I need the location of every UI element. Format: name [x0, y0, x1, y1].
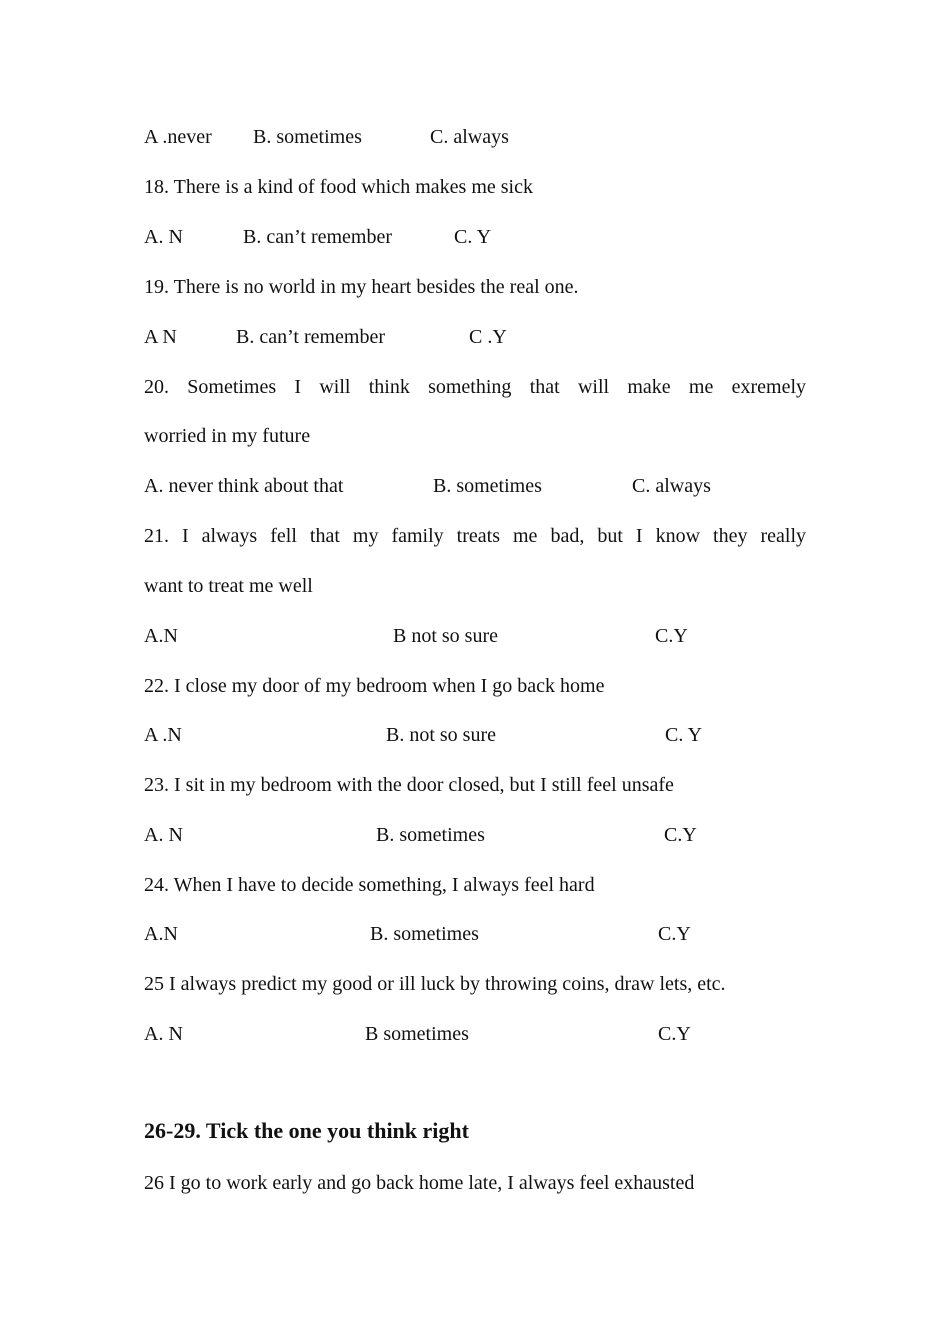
question-22-text: 22. I close my door of my bedroom when I go back home [144, 675, 605, 697]
option-c: C.Y [658, 923, 691, 945]
option-b: B not so sure [393, 625, 498, 647]
question-24-text: 24. When I have to decide something, I always feel hard [144, 874, 595, 896]
question-19-text: 19. There is no world in my heart besides the real one. [144, 276, 579, 298]
question-20-text: 20. Sometimes I will think something that will make me exremely [144, 376, 806, 398]
option-b: B. can’t remember [243, 226, 393, 248]
option-c: C .Y [469, 326, 507, 348]
question-23-text: 23. I sit in my bedroom with the door closed, but I still feel unsafe [144, 774, 674, 796]
section-heading: 26-29. Tick the one you think right [144, 1118, 469, 1143]
option-c: C. Y [454, 226, 492, 248]
option-b: B. can’t remember [236, 326, 386, 348]
option-a: A. never think about that [144, 475, 344, 497]
option-c: C.Y [658, 1023, 691, 1045]
question-25-text: 25 I always predict my good or ill luck by throwing coins, draw lets, etc. [144, 973, 726, 995]
option-b: B. not so sure [386, 724, 496, 746]
question-18-text: 18. There is a kind of food which makes me sick [144, 176, 533, 198]
option-b: B. sometimes [376, 824, 485, 846]
option-a: A .N [144, 724, 182, 746]
option-a: A N [144, 326, 177, 348]
option-a: A .never [144, 126, 212, 148]
option-b: B sometimes [365, 1023, 469, 1045]
option-a: A. N [144, 1023, 183, 1045]
question-26-text: 26 I go to work early and go back home late, I always feel exhausted [144, 1172, 695, 1194]
option-c: C. always [632, 475, 711, 497]
question-21-text-cont: want to treat me well [144, 575, 313, 597]
option-c: C. Y [665, 724, 703, 746]
option-a: A.N [144, 923, 178, 945]
option-a: A. N [144, 824, 183, 846]
option-a: A.N [144, 625, 178, 647]
option-b: B. sometimes [370, 923, 479, 945]
option-b: B. sometimes [253, 126, 362, 148]
question-20-text-cont: worried in my future [144, 425, 311, 447]
option-b: B. sometimes [433, 475, 542, 497]
option-c: C. always [430, 126, 509, 148]
option-c: C.Y [664, 824, 697, 846]
option-a: A. N [144, 226, 183, 248]
question-21-text: 21. I always fell that my family treats me bad, but I know they really [144, 525, 806, 547]
option-c: C.Y [655, 625, 688, 647]
